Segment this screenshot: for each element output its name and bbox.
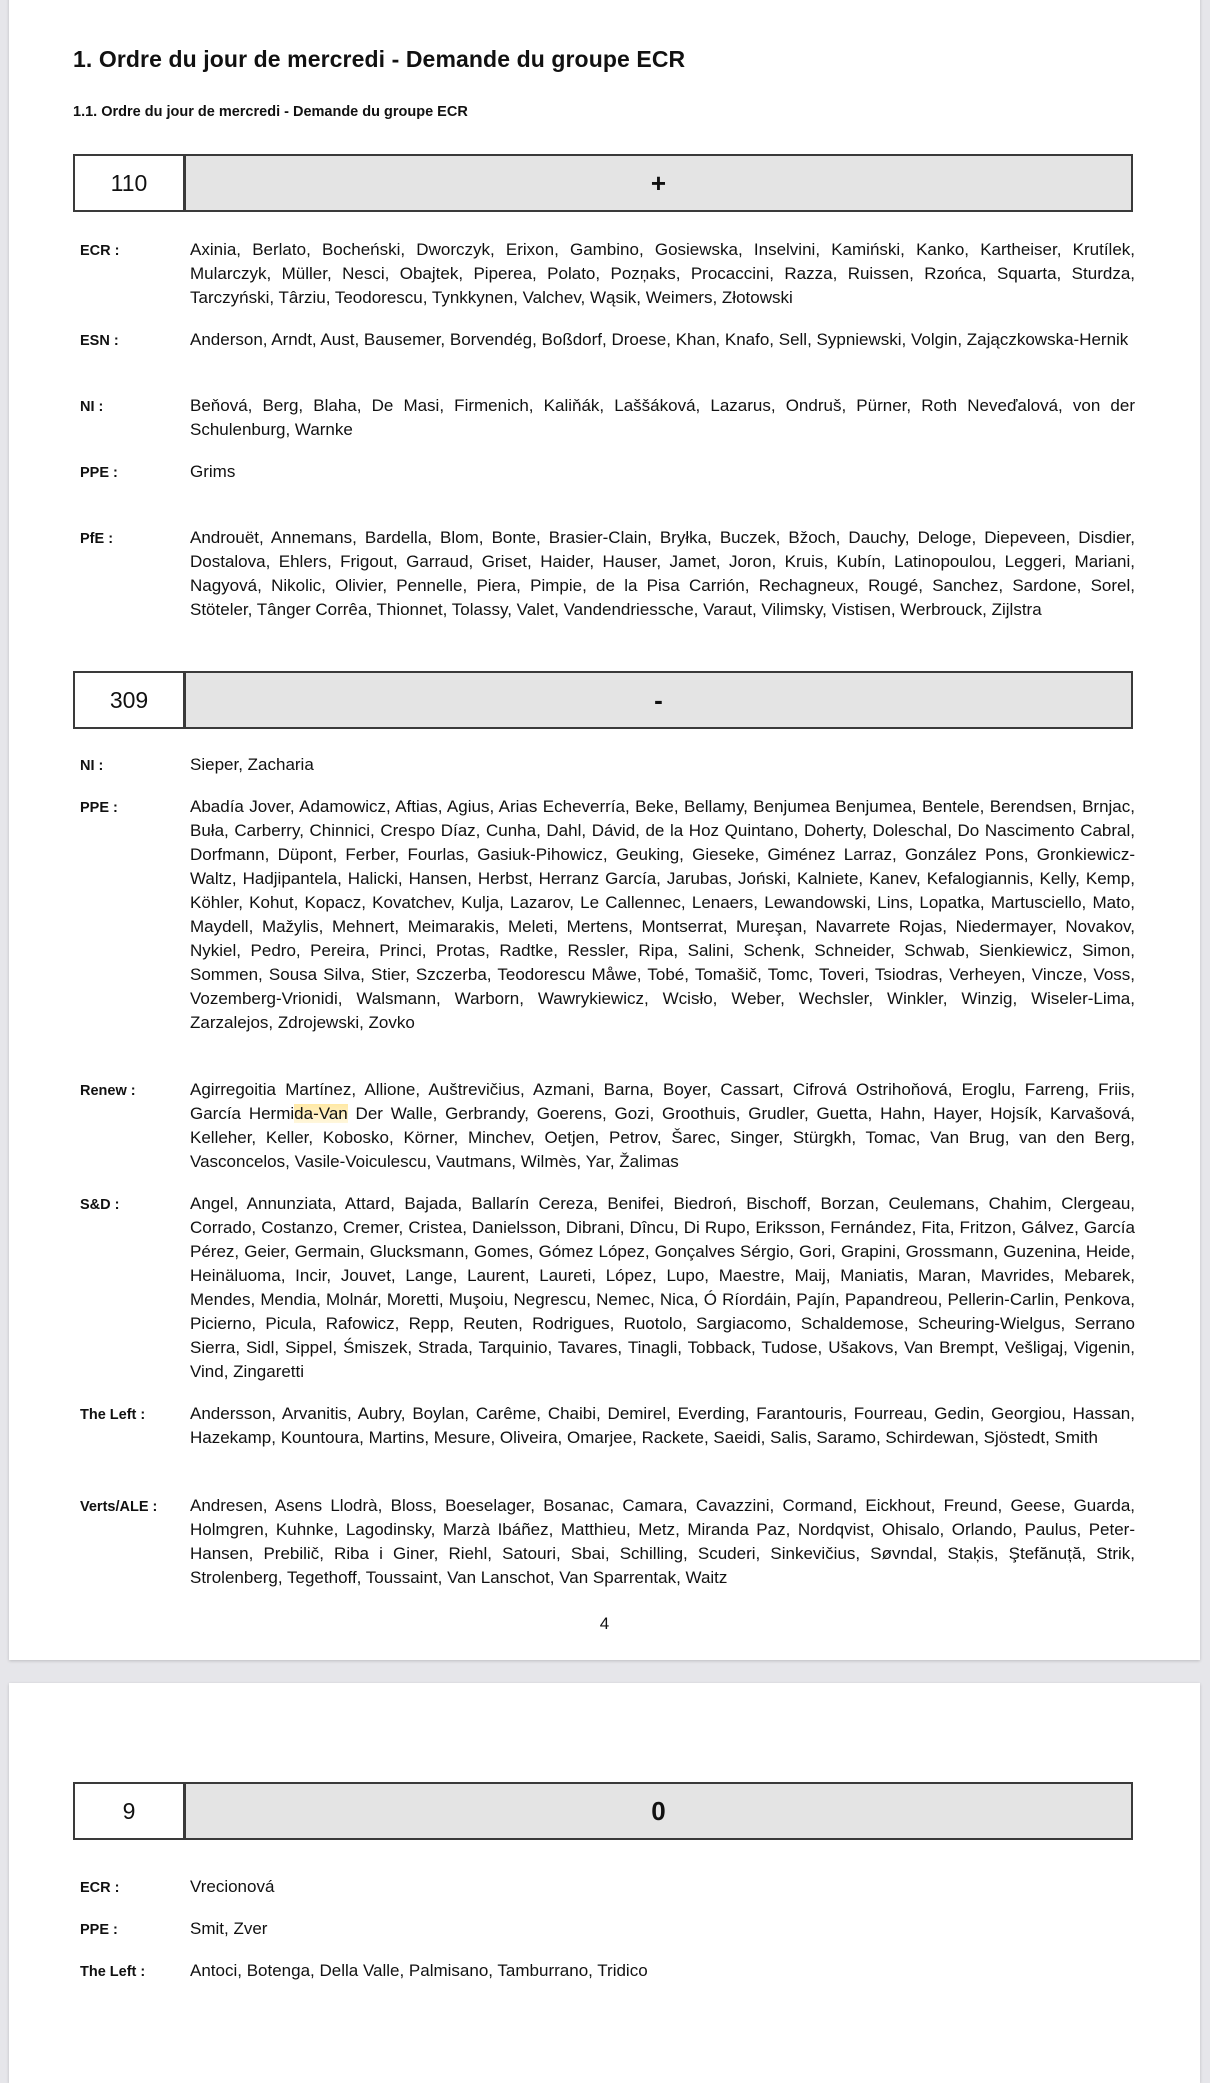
- group-row-ecr: [80, 238, 1135, 310]
- group-row-ni: [80, 394, 1135, 442]
- vote-result-box-abstain: [73, 1782, 1133, 1840]
- group-label: ESN :: [80, 333, 119, 349]
- group-label: Renew :: [80, 1083, 136, 1099]
- group-row-esn: [80, 328, 1135, 353]
- group-members: Anderson, Arndt, Aust, Bausemer, Borvendég, Boßdorf, Droese, Khan, Knafo, Sell, Sypniewski, Volgin, Zajączkowska-Hernik: [190, 330, 1129, 349]
- vote-result-symbol: +: [186, 156, 1131, 210]
- vote-result-symbol: -: [186, 673, 1131, 727]
- group-label: PfE :: [80, 531, 114, 547]
- group-row-ni: [80, 753, 1135, 778]
- group-label: NI :: [80, 758, 104, 774]
- group-row-sd: [80, 1192, 1135, 1384]
- group-members: Axinia, Berlato, Bocheński, Dworczyk, Erixon, Gambino, Gosiewska, Inselvini, Kamiński, Kanko, Kartheiser, Krutílek, Mularczyk, Müller, Nesci, Obajtek, Piperea, Polato, Pozņaks, Procaccini, Razza, Ruissen, Rzońca, Squarta, Sturdza, Tarczyński, Târziu, Teodorescu, Tynkkynen, Valchev, Wąsik, Weimers, Złotowski: [190, 240, 1135, 307]
- document-page-2: [9, 1683, 1200, 2083]
- group-row-ppe: [80, 1917, 1135, 1942]
- vote-count: 110: [75, 156, 186, 210]
- group-label: NI :: [80, 399, 104, 415]
- group-row-verts-ale: [80, 1494, 1135, 1590]
- vote-result-box-for: [73, 154, 1133, 212]
- group-label: ECR :: [80, 1880, 120, 1896]
- group-members-part: Agirregoitia Martínez, Allione, Auštrevičius, Azmani, Barna, Boyer, Cassart, Cifrová Ostrihoňová, Eroglu, Farreng, Friis, García Hermi: [190, 1080, 1135, 1123]
- group-members: Andresen, Asens Llodrà, Bloss, Boeselager, Bosanac, Camara, Cavazzini, Cormand, Eickhout, Freund, Geese, Guarda, Holmgren, Kuhnke, Lagodinsky, Marzà Ibáñez, Matthieu, Metz, Miranda Paz, Nordqvist, Ohisalo, Orlando, Paulus, Peter-Hansen, Prebilič, Riba i Giner, Riehl, Satouri, Sbai, Schilling, Scuderi, Sinkevičius, Søvndal, Staķis, Ştefănuță, Strik, Strolenberg, Tegethoff, Toussaint, Van Lanschot, Van Sparrentak, Waitz: [190, 1496, 1135, 1587]
- group-members: Antoci, Botenga, Della Valle, Palmisano, Tamburrano, Tridico: [190, 1961, 648, 1980]
- group-members: Beňová, Berg, Blaha, De Masi, Firmenich, Kaliňák, Laššáková, Lazarus, Ondruš, Pürner, Roth Neveďalová, von der Schulenburg, Warnke: [190, 396, 1135, 439]
- group-label: PPE :: [80, 1922, 118, 1938]
- document-page-1: [9, 0, 1200, 1660]
- group-label: The Left :: [80, 1964, 146, 1980]
- group-members: Angel, Annunziata, Attard, Bajada, Ballarín Cereza, Benifei, Biedroń, Bischoff, Borzan, Ceulemans, Chahim, Clergeau, Corrado, Costanzo, Cremer, Cristea, Danielsson, Dibrani, Dîncu, Di Rupo, Eriksson, Fernández, Fita, Fritzon, Gálvez, García Pérez, Geier, Germain, Glucksmann, Gomes, Gómez López, Gonçalves Sérgio, Gori, Grapini, Grossmann, Guzenina, Heide, Heinäluoma, Incir, Jouvet, Lange, Laurent, Laureti, López, Lupo, Maestre, Maij, Maniatis, Maran, Mavrides, Mebarek, Mendes, Mendia, Molnár, Moretti, Muşoiu, Negrescu, Nemec, Nica, Ó Ríordáin, Pajín, Papandreou, Pellerin-Carlin, Penkova, Picierno, Picula, Rafowicz, Repp, Reuten, Rodrigues, Ruotolo, Sargiacomo, Schaldemose, Scheuring-Wielgus, Serrano Sierra, Sidl, Sippel, Śmiszek, Strada, Tarquinio, Tavares, Tinagli, Tobback, Tudose, Ušakovs, Van Brempt, Vešligaj, Vigenin, Vind, Zingaretti: [190, 1194, 1135, 1381]
- group-label: ECR :: [80, 243, 120, 259]
- group-members: [190, 1078, 1135, 1174]
- subsection-heading: 1.1. Ordre du jour de mercredi - Demande du groupe ECR: [73, 104, 468, 120]
- group-members: Grims: [190, 462, 236, 481]
- group-members: Andersson, Arvanitis, Aubry, Boylan, Carême, Chaibi, Demirel, Everding, Farantouris, Fourreau, Gedin, Georgiou, Hassan, Hazekamp, Kountoura, Martins, Mesure, Oliveira, Omarjee, Rackete, Saeidi, Salis, Saramo, Schirdewan, Sjöstedt, Smith: [190, 1404, 1135, 1447]
- group-members-part: Der Walle, Gerbrandy, Goerens, Gozi, Groothuis, Grudler, Guetta, Hahn, Hayer, Hojsík, Karvašová, Kelleher, Keller, Kobosko, Körner, Minchev, Oetjen, Petrov, Šarec, Singer, Stürgkh, Tomac, Van Brug, van den Berg, Vasconcelos, Vasile-Voiculescu, Vautmans, Wilmès, Yar, Žalimas: [190, 1104, 1136, 1171]
- vote-result-box-against: [73, 671, 1133, 729]
- group-members: Vrecionová: [190, 1877, 275, 1896]
- page-number: 4: [599, 1614, 610, 1633]
- group-members: Androuët, Annemans, Bardella, Blom, Bonte, Brasier-Clain, Bryłka, Buczek, Bžoch, Dauchy, Deloge, Diepeveen, Disdier, Dostalova, Ehlers, Frigout, Garraud, Griset, Haider, Hauser, Jamet, Joron, Kruis, Kubín, Latinopoulou, Leggeri, Mariani, Nagyová, Nikolic, Olivier, Pennelle, Piera, Pimpie, de la Pisa Carrión, Rechagneux, Rougé, Sanchez, Sardone, Sorel, Stöteler, Tânger Corrêa, Thionnet, Tolassy, Valet, Vandendriessche, Varaut, Vilimsky, Vistisen, Werbrouck, Zijlstra: [190, 528, 1135, 619]
- group-row-renew: [80, 1078, 1135, 1174]
- group-label: PPE :: [80, 800, 118, 816]
- group-members: Sieper, Zacharia: [190, 755, 314, 774]
- group-row-ecr: [80, 1875, 1135, 1900]
- group-row-the-left: [80, 1402, 1135, 1450]
- vote-count: 9: [75, 1784, 186, 1838]
- group-row-ppe: [80, 795, 1135, 1035]
- group-label: The Left :: [80, 1407, 146, 1423]
- group-row-ppe: [80, 460, 1135, 485]
- group-members: Smit, Zver: [190, 1919, 268, 1938]
- group-label: PPE :: [80, 465, 118, 481]
- group-label: S&D :: [80, 1197, 120, 1213]
- vote-count: 309: [75, 673, 186, 727]
- text-highlight: da-Van: [294, 1104, 348, 1123]
- section-heading: 1. Ordre du jour de mercredi - Demande du groupe ECR: [73, 46, 686, 72]
- group-members: Abadía Jover, Adamowicz, Aftias, Agius, Arias Echeverría, Beke, Bellamy, Benjumea Benjumea, Bentele, Berendsen, Brnjac, Buła, Carberry, Chinnici, Crespo Díaz, Cunha, Dahl, Dávid, de la Hoz Quintano, Doherty, Doleschal, Do Nascimento Cabral, Dorfmann, Düpont, Ferber, Fourlas, Gasiuk-Pihowicz, Geuking, Gieseke, Giménez Larraz, González Pons, Gronkiewicz-Waltz, Hadjipantela, Halicki, Hansen, Herbst, Herranz García, Jarubas, Joński, Kalniete, Kanev, Kefalogiannis, Kelly, Kemp, Köhler, Kohut, Kopacz, Kovatchev, Kulja, Lazarov, Le Callennec, Lenaers, Lewandowski, Lins, Lopatka, Martusciello, Mato, Maydell, Mažylis, Mehnert, Meimarakis, Meleti, Mertens, Montserrat, Mureşan, Navarrete Rojas, Niedermayer, Novakov, Nykiel, Pedro, Pereira, Princi, Protas, Radtke, Ressler, Ripa, Salini, Schenk, Schneider, Schwab, Sienkiewicz, Simon, Sommen, Sousa Silva, Stier, Szczerba, Teodorescu Måwe, Tobé, Tomašič, Tomc, Toveri, Tsiodras, Verheyen, Vincze, Voss, Vozemberg-Vrionidi, Walsmann, Warborn, Wawrykiewicz, Wcisło, Weber, Wechsler, Winkler, Winzig, Wiseler-Lima, Zarzalejos, Zdrojewski, Zovko: [190, 797, 1135, 1032]
- vote-result-symbol: 0: [186, 1784, 1131, 1838]
- group-label: Verts/ALE :: [80, 1499, 158, 1515]
- group-row-pfe: [80, 526, 1135, 622]
- group-row-the-left: [80, 1959, 1135, 1984]
